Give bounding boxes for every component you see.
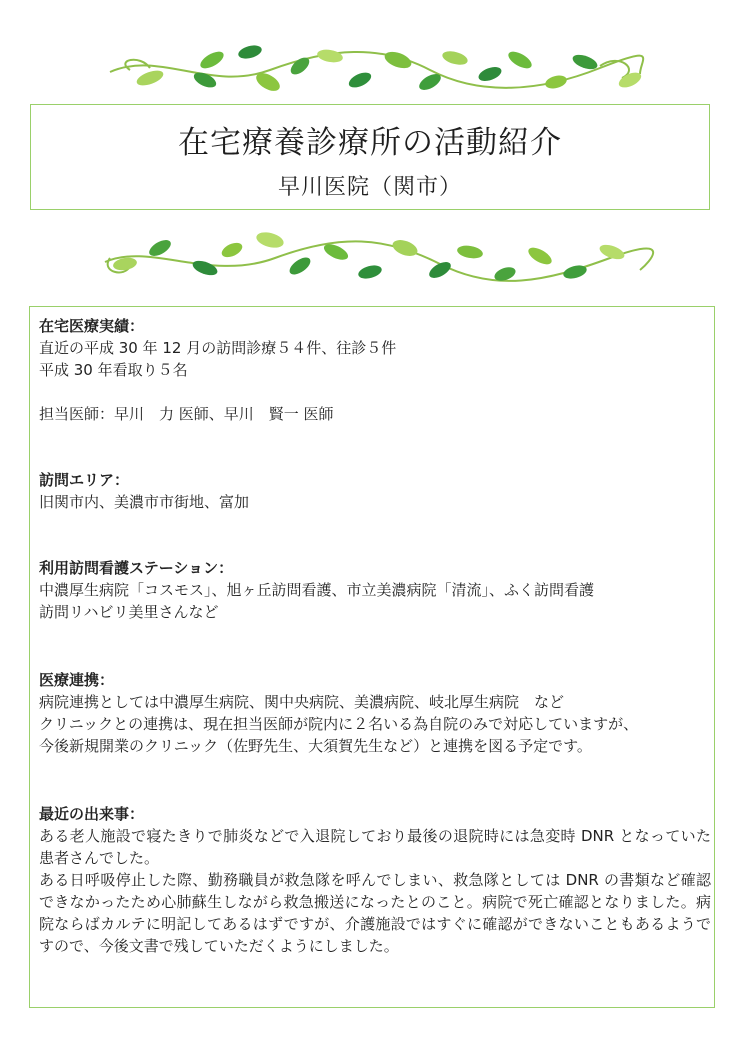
section-nursing — [39, 557, 711, 623]
events-paragraph: ある日呼吸停止した際、勤務職員が救急隊を呼んでしまい、救急隊としては DNR の書類など確認できなかったため心肺蘇生しながら救急搬送になったとのこと。病院で死亡確認となりました。病院ならばカルテに明記してあるはずですが、介護施設ではすぐに確認ができないこともあるようですので、今後文書で残していただくようにしました。 — [39, 871, 711, 955]
content-box — [29, 306, 715, 1008]
nursing-line: 訪問リハビリ美里さんなど — [39, 603, 219, 621]
events-paragraph: ある老人施設で寝たきりで肺炎などで入退院しており最後の退院時には急変時 DNR となっていた患者さんでした。 — [39, 827, 711, 867]
section-events — [39, 803, 711, 957]
vine-decoration-top — [0, 30, 743, 94]
cooperation-line: 今後新規開業のクリニック（佐野先生、大須賀先生など）と連携を図る予定です。 — [39, 737, 592, 755]
area-line: 旧関市内、美濃市市街地、富加 — [39, 493, 250, 511]
leaf-icon — [135, 43, 644, 94]
nursing-line: 中濃厚生病院「コスモス」、旭ヶ丘訪問看護、市立美濃病院「清流」、ふく訪問看護 — [39, 581, 595, 599]
section-heading: 在宅医療実績： — [39, 317, 145, 335]
section-heading: 訪問エリア： — [39, 471, 130, 489]
page-subtitle: 早川医院（関市） — [277, 175, 462, 200]
doctors-line: 担当医師：早川 力 医師、早川 賢一 医師 — [39, 405, 334, 423]
vine-decoration-middle — [0, 222, 743, 286]
section-area — [39, 469, 711, 513]
section-results — [39, 315, 711, 425]
section-cooperation — [39, 669, 711, 757]
results-line: 平成 30 年看取り５名 — [39, 361, 188, 379]
cooperation-line: クリニックとの連携は、現在担当医師が院内に２名いる為自院のみで対応していますが、 — [39, 715, 639, 733]
cooperation-line: 病院連携としては中濃厚生病院、関中央病院、美濃病院、岐北厚生病院 など — [39, 693, 565, 711]
section-heading: 医療連携： — [39, 671, 115, 689]
section-heading: 利用訪問看護ステーション： — [39, 559, 234, 577]
section-heading: 最近の出来事： — [39, 805, 145, 823]
results-line: 直近の平成 30 年 12 月の訪問診療５４件、往診５件 — [39, 339, 397, 357]
page-title: 在宅療養診療所の活動紹介 — [178, 125, 562, 161]
title-box — [30, 104, 710, 210]
